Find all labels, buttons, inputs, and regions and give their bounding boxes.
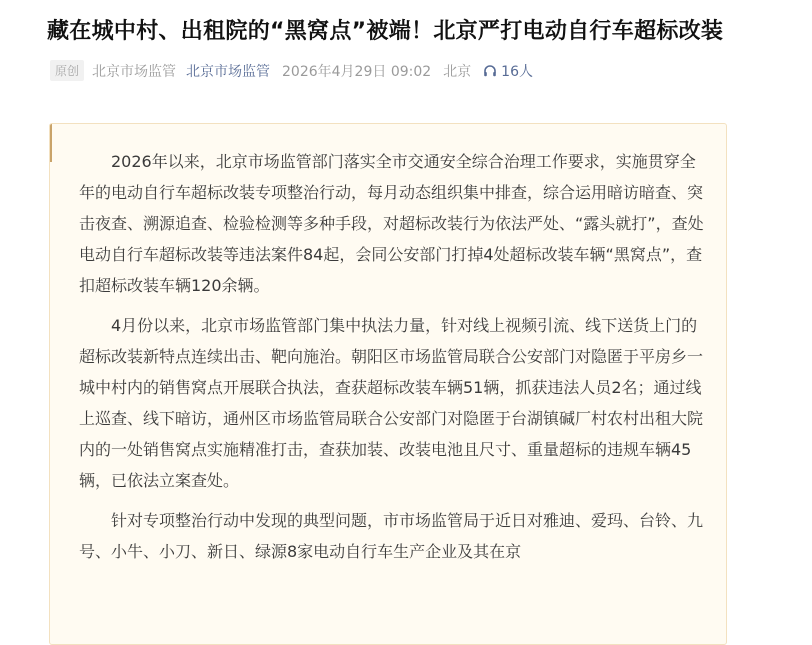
paragraph: 针对专项整治行动中发现的典型问题，市市场监管局于近日对雅迪、爱玛、台铃、九号、小牛、小刀、新日、绿源8家电动自行车生产企业及其在京 <box>79 511 704 561</box>
article-meta <box>50 60 533 81</box>
publish-date: 2026年4月29日 09:02 <box>282 63 432 80</box>
headphones-icon <box>483 64 497 78</box>
listen-count[interactable] <box>483 61 533 81</box>
paragraph: 2026年以来，北京市场监管部门落实全市交通安全综合治理工作要求，实施贯穿全年的电动自行车超标改装专项整治行动，每月动态组织集中排查，综合运用暗访暗查、突击夜查、溯源追查、检验检测等多种手段，对超标改装行为依法严处、“露头就打”，查处电动自行车超标改装等违法案件84起，会同公安部门打掉4处超标改装车辆“黑窝点”，查扣超标改装车辆120余辆。 <box>79 152 704 295</box>
article-title: 藏在城中村、出租院的“黑窝点”被端！北京严打电动自行车超标改装 <box>47 19 724 44</box>
card-accent-bar <box>50 124 52 162</box>
author-name: 北京市场监管 <box>92 63 177 80</box>
publish-location: 北京 <box>443 63 472 80</box>
original-badge: 原创 <box>50 60 84 81</box>
listen-count-label: 16人 <box>501 63 533 80</box>
article-content <box>79 146 711 576</box>
account-link[interactable]: 北京市场监管 <box>186 63 271 80</box>
article-body-card <box>49 123 727 645</box>
paragraph: 4月份以来，北京市场监管部门集中执法力量，针对线上视频引流、线下送货上门的超标改装新特点连续出击、靶向施治。朝阳区市场监管局联合公安部门对隐匿于平房乡一城中村内的销售窝点开展联合执法，查获超标改装车辆51辆，抓获违法人员2名；通过线上巡查、线下暗访，通州区市场监管局联合公安部门对隐匿于台湖镇碱厂村农村出租大院内的一处销售窝点实施精准打击，查获加装、改装电池且尺寸、重量超标的违规车辆45辆，已依法立案查处。 <box>79 316 704 490</box>
